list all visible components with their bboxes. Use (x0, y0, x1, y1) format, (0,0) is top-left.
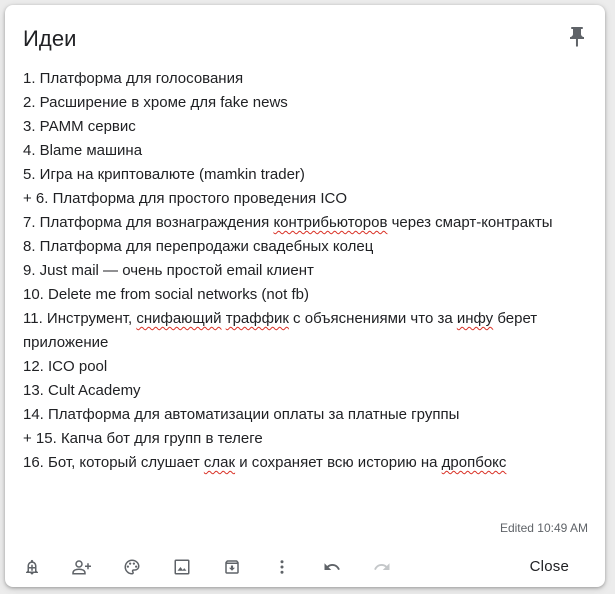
note-line (23, 115, 579, 139)
edited-timestamp: Edited 10:49 AM (499, 521, 588, 535)
collaborator-add-icon[interactable] (70, 555, 94, 579)
archive-icon[interactable] (220, 555, 244, 579)
pin-icon[interactable] (565, 25, 589, 49)
spellcheck-word: контрибьюторов (273, 214, 388, 231)
note-text: 3. PAMM сервис (23, 118, 136, 135)
note-header (23, 23, 591, 55)
note-title[interactable]: Идеи (23, 26, 77, 51)
note-line (23, 283, 579, 307)
reminder-bell-icon[interactable] (20, 555, 44, 579)
note-text: 4. Blame машина (23, 142, 143, 159)
more-vert-icon[interactable] (270, 555, 294, 579)
note-text: 2. Расширение в хроме для fake news (23, 94, 288, 111)
note-line (23, 379, 579, 403)
spellcheck-word: траффик (225, 310, 289, 327)
redo-icon (370, 555, 394, 579)
note-line (23, 427, 579, 451)
note-line (23, 67, 579, 91)
note-line (23, 451, 579, 475)
note-toolbar (5, 547, 605, 587)
note-text: + 15. Капча бот для групп в телеге (23, 430, 263, 447)
note-text: 7. Платформа для вознаграждения (23, 214, 274, 231)
note-text: 10. Delete me from social networks (not fb) (23, 286, 309, 303)
note-line (23, 355, 579, 379)
note-line (23, 211, 579, 235)
note-line (23, 403, 579, 427)
close-button[interactable]: Close (529, 558, 569, 575)
spellcheck-word: снифающий (136, 310, 222, 327)
note-text: 1. Платформа для голосования (23, 70, 244, 87)
note-text: и сохраняет всю историю на (235, 454, 442, 471)
undo-icon[interactable] (320, 555, 344, 579)
note-text: 8. Платформа для перепродажи свадебных колец (23, 238, 374, 255)
note-text: 13. Cult Academy (23, 382, 141, 399)
spellcheck-word: дропбокс (441, 454, 507, 471)
note-body[interactable] (23, 67, 579, 475)
note-line (23, 259, 579, 283)
note-editor-dialog (5, 5, 605, 587)
image-icon[interactable] (170, 555, 194, 579)
note-line (23, 163, 579, 187)
note-text: с объяснениями что за (288, 310, 457, 327)
note-line (23, 235, 579, 259)
note-text: 12. ICO pool (23, 358, 108, 375)
note-text: 5. Игра на криптовалюте (mamkin trader) (23, 166, 305, 183)
spellcheck-word: слак (203, 454, 236, 471)
note-text: через смарт-контракты (387, 214, 553, 231)
note-text: 11. Инструмент, (23, 310, 137, 327)
note-line (23, 139, 579, 163)
note-text: берет приложение (23, 310, 538, 351)
note-text: + 6. Платформа для простого проведения ICO (23, 190, 348, 207)
note-line (23, 91, 579, 115)
note-text: 9. Just mail — очень простой email клиент (23, 262, 314, 279)
note-line (23, 307, 579, 355)
note-line (23, 187, 579, 211)
note-text: 14. Платформа для автоматизации оплаты за платные группы (23, 406, 460, 423)
spellcheck-word: инфу (456, 310, 494, 327)
palette-icon[interactable] (120, 555, 144, 579)
note-text: 16. Бот, который слушает (23, 454, 204, 471)
